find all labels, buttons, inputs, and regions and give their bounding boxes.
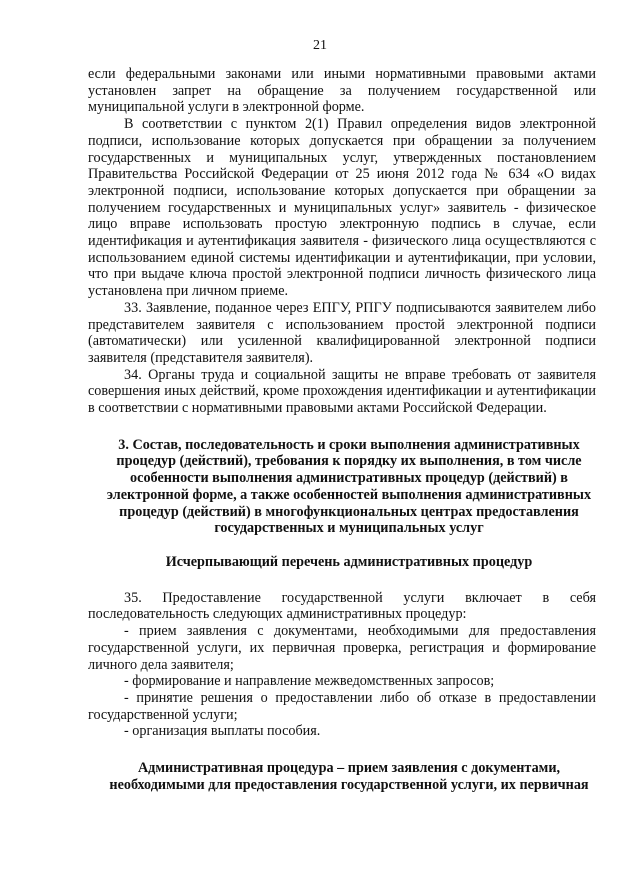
- procedure-item: - принятие решения о предоставлении либо об отказе в предоставлении государственной услуги;: [88, 689, 596, 723]
- procedure-item: - формирование и направление межведомственных запросов;: [124, 673, 495, 690]
- paragraph-34: 34. Органы труда и социальной защиты не вправе требовать от заявителя совершения иных действий, кроме прохождения идентификации и аутентификации в соответствии с нормативными правовыми актами Российской Федерации.: [88, 366, 596, 417]
- paragraph-33: 33. Заявление, поданное через ЕПГУ, РПГУ подписываются заявителем либо представителем заявителя с использованием простой электронной подписи (автоматически) или усиленной квалифицированной электронной подписи заявителя (представителя заявителя).: [88, 299, 596, 366]
- procedure-item: - прием заявления с документами, необходимыми для предоставления государственной услуги, их первичная проверка, регистрация и формирование личного дела заявителя;: [88, 623, 596, 673]
- paragraph-continuation: если федеральными законами или иными нормативными правовыми актами установлен запрет на обращение за получением государственной или муниципальной услуги в электронной форме.: [88, 66, 596, 116]
- section-3-heading: 3. Состав, последовательность и сроки выполнения административных процедур (действий), требования к порядку их выполнения, в том числе особенности выполнения административных процедур (действий) в электронной форме, а также особенностей выполнения административных процедур (действий) в многофункциональных центрах предоставления государственных и муниципальных услуг: [106, 436, 592, 537]
- procedure-heading: Административная процедура – прием заявления с документами, необходимыми для предоставления государственной услуги, их первичная: [109, 760, 589, 793]
- document-body: [88, 66, 596, 793]
- page-number: 21: [313, 38, 327, 53]
- paragraph-electronic-signature: В соответствии с пунктом 2(1) Правил определения видов электронной подписи, использование которых допускается при обращении за получением государственных и муниципальных услуг, утвержденных постановлением Правительства Российской Федерации от 25 июня 2012 года № 634 «О видах электронной подписи, использование которых допускается при обращении за получением государственных и муниципальных услуг» заявитель - физическое лицо вправе использовать простую электронную подпись в случае, если идентификация и аутентификация заявителя - физического лица осуществляются с использованием единой системы идентификации и аутентификации, при условии, что при выдаче ключа простой электронной подписи личность физического лица установлена при личном приеме.: [88, 116, 596, 300]
- procedure-item: - организация выплаты пособия.: [124, 723, 321, 740]
- paragraph-35: 35. Предоставление государственной услуги включает в себя последовательность следующих административных процедур:: [88, 589, 596, 623]
- procedures-list-heading: Исчерпывающий перечень административных процедур: [165, 553, 533, 570]
